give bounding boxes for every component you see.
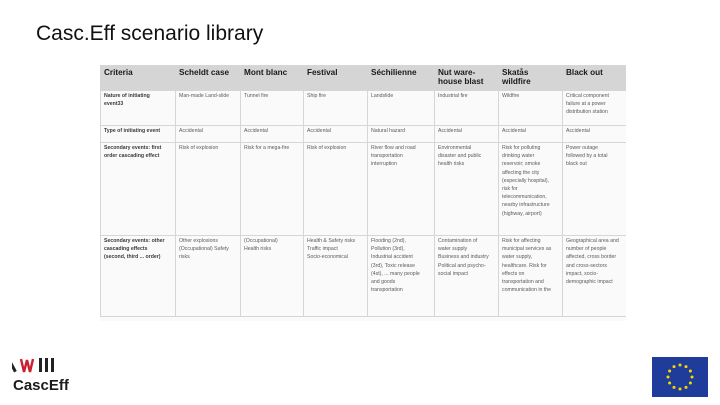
criteria-cell: Secondary events: first order cascading effect bbox=[101, 143, 176, 236]
logo-text: CascEff bbox=[13, 377, 69, 394]
slide-title: Casc.Eff scenario library bbox=[36, 22, 264, 45]
table-cell: Power outage followed by a total black out bbox=[563, 143, 627, 236]
scenario-library-table bbox=[100, 65, 626, 317]
criteria-cell: Type of initiating event bbox=[101, 126, 176, 143]
eu-star bbox=[668, 382, 671, 385]
table-cell: Risk for affecting municipal services as water supply, healthcare. Risk for effects on transportation and communication in the bbox=[499, 236, 563, 317]
table-header-row bbox=[101, 66, 627, 91]
column-header: Festival bbox=[304, 66, 368, 91]
column-header: Nut ware- house blast bbox=[435, 66, 499, 91]
domino-icon bbox=[12, 358, 54, 372]
column-header: Scheldt case bbox=[176, 66, 241, 91]
table-cell: River flow and road transportation interruption bbox=[368, 143, 435, 236]
table-cell: Industrial fire bbox=[435, 91, 499, 126]
eu-star bbox=[679, 388, 682, 391]
column-header: Mont blanc bbox=[241, 66, 304, 91]
table-row bbox=[101, 236, 627, 317]
table-row bbox=[101, 143, 627, 236]
table-cell: Man-made Land-slide bbox=[176, 91, 241, 126]
eu-star bbox=[685, 365, 688, 368]
table-cell: Contamination of water supply Business and industry Political and psycho- social impact bbox=[435, 236, 499, 317]
scenario-table bbox=[100, 65, 626, 321]
table-row bbox=[101, 91, 627, 126]
column-header: Black out bbox=[563, 66, 627, 91]
table-cell: Ship fire bbox=[304, 91, 368, 126]
table-cell: Risk for a mega-fire bbox=[241, 143, 304, 236]
table-cell: Tunnel fire bbox=[241, 91, 304, 126]
casceff-logo bbox=[12, 354, 100, 398]
eu-star bbox=[689, 382, 692, 385]
table-cell: Critical component failure at a power distribution station bbox=[563, 91, 627, 126]
eu-star bbox=[679, 364, 682, 367]
criteria-cell: Secondary events: other cascading effects (second, third ... order) bbox=[101, 236, 176, 317]
column-header: Criteria bbox=[101, 66, 176, 91]
table-cell: Risk for polluting drinking water reservoir; smoke affecting the city (especially hospital), risk for telecommunication, nearby infrastructure (highway, airport) bbox=[499, 143, 563, 236]
table-cell: Wildfire bbox=[499, 91, 563, 126]
table-cell: Health & Safety risks Traffic impact Socio-economical bbox=[304, 236, 368, 317]
table-cell: Accidental bbox=[499, 126, 563, 143]
column-header: Séchilienne bbox=[368, 66, 435, 91]
eu-flag-icon bbox=[652, 357, 708, 397]
eu-star bbox=[685, 386, 688, 389]
table-cell: Natural hazard bbox=[368, 126, 435, 143]
table-cell: Other explosions (Occupational) Safety risks bbox=[176, 236, 241, 317]
column-header: Skatås wildfire bbox=[499, 66, 563, 91]
eu-star bbox=[667, 376, 670, 379]
table-cell: Accidental bbox=[435, 126, 499, 143]
table-cell: Landslide bbox=[368, 91, 435, 126]
table-cell: Risk of explosion bbox=[304, 143, 368, 236]
table-cell: Accidental bbox=[304, 126, 368, 143]
criteria-cell: Nature of initiating event33 bbox=[101, 91, 176, 126]
eu-star bbox=[668, 370, 671, 373]
eu-star bbox=[673, 365, 676, 368]
table-cell: Accidental bbox=[241, 126, 304, 143]
table-cell: Geographical area and number of people affected, cross border and cross-sectors impact, socio- demographic impact bbox=[563, 236, 627, 317]
table-cell: Environmental disaster and public health risks bbox=[435, 143, 499, 236]
table-cell: (Occupational) Health risks bbox=[241, 236, 304, 317]
eu-star bbox=[689, 370, 692, 373]
table-cell: Risk of explosion bbox=[176, 143, 241, 236]
eu-star bbox=[691, 376, 694, 379]
table-row bbox=[101, 126, 627, 143]
table-cell: Flooding (2nd), Pollution (3rd), Industrial accident (3rd), Toxic release (4st), ... many people and goods transportation bbox=[368, 236, 435, 317]
eu-star bbox=[673, 386, 676, 389]
table-cell: Accidental bbox=[563, 126, 627, 143]
table-cell: Accidental bbox=[176, 126, 241, 143]
